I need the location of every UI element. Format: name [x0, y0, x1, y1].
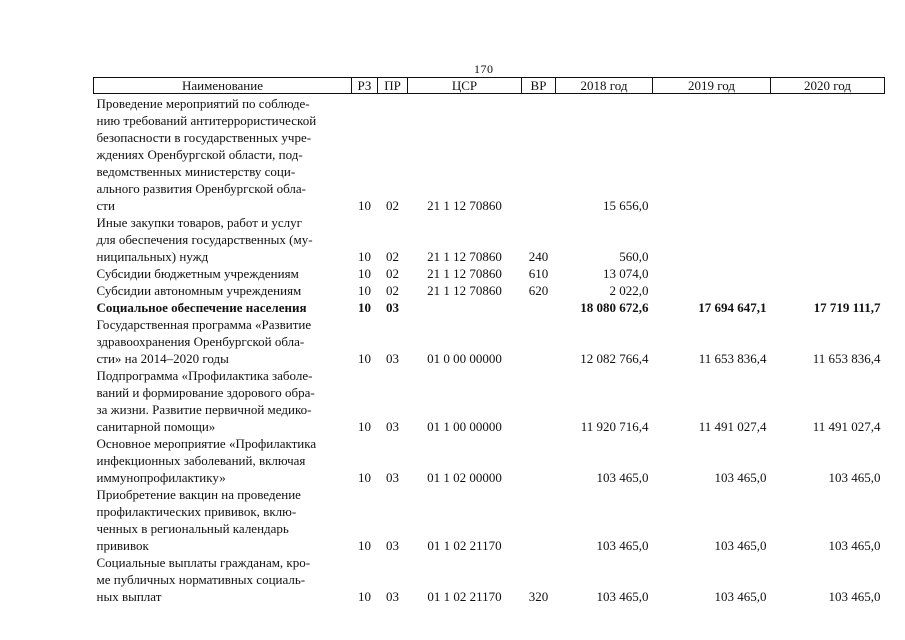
table-row [94, 554, 885, 605]
item-name-line: Субсидии автономным учреждениям [96, 283, 302, 298]
csr-cell: 01 0 00 00000 [427, 351, 502, 366]
value-2018-cell: 12 082 766,4 [580, 351, 649, 366]
item-name-line: ных выплат [96, 589, 162, 604]
value-2018-cell: 103 465,0 [596, 470, 649, 485]
item-name-line: Субсидии бюджетным учреждениям [96, 266, 299, 281]
pr-cell: 02 [386, 198, 399, 213]
csr-cell: 01 1 02 21170 [427, 589, 502, 604]
table-row [94, 94, 885, 215]
item-name-line: Основное мероприятие «Профилактика [96, 436, 317, 451]
rz-cell: 10 [358, 300, 371, 315]
value-2018-cell: 560,0 [619, 249, 649, 264]
value-2019-cell: 11 653 836,4 [698, 351, 767, 366]
table-header-row [94, 78, 885, 94]
header-vr: ВР [522, 78, 556, 94]
value-2019-cell [653, 214, 771, 265]
item-name-line: ченных в региональный календарь [96, 521, 289, 536]
csr-cell: 01 1 02 00000 [427, 470, 502, 485]
item-name-cell [94, 214, 352, 265]
item-name-line: Приобретение вакцин на проведение [96, 487, 301, 502]
item-name-line: Государственная программа «Развитие [96, 317, 312, 332]
item-name-line: ниципальных) нужд [96, 249, 209, 264]
item-name-cell [94, 435, 352, 486]
value-2019-cell: 103 465,0 [714, 470, 767, 485]
vr-cell: 320 [528, 589, 549, 604]
rz-cell: 10 [358, 351, 371, 366]
table-row [94, 299, 885, 316]
csr-cell: 21 1 12 70860 [427, 249, 502, 264]
vr-cell [522, 435, 556, 486]
item-name-line: ального развития Оренбургской обла- [96, 181, 306, 196]
item-name-line: ваний и формирование здорового обра- [96, 385, 315, 400]
pr-cell: 02 [386, 266, 399, 281]
value-2020-cell [771, 94, 885, 215]
value-2018-cell: 13 074,0 [603, 266, 649, 281]
item-name-cell [94, 94, 352, 215]
item-name-line: Подпрограмма «Профилактика заболе- [96, 368, 313, 383]
item-name-line: прививок [96, 538, 149, 553]
rz-cell: 10 [358, 283, 371, 298]
item-name-cell [94, 316, 352, 367]
item-name-line: за жизни. Развитие первичной медико- [96, 402, 312, 417]
item-name-cell [94, 282, 352, 299]
value-2019-cell [653, 282, 771, 299]
vr-cell [522, 316, 556, 367]
item-name-line: для обеспечения государственных (му- [96, 232, 313, 247]
vr-cell [522, 486, 556, 554]
budget-table [93, 77, 885, 605]
table-row [94, 214, 885, 265]
value-2020-cell [771, 265, 885, 282]
csr-cell: 21 1 12 70860 [427, 283, 502, 298]
csr-cell [408, 299, 522, 316]
item-name-line: безопасности в государственных учре- [96, 130, 312, 145]
value-2018-cell: 11 920 716,4 [580, 419, 649, 434]
rz-cell: 10 [358, 538, 371, 553]
rz-cell: 10 [358, 419, 371, 434]
table-row [94, 435, 885, 486]
vr-cell [522, 94, 556, 215]
vr-cell [522, 299, 556, 316]
item-name-line: санитарной помощи» [96, 419, 216, 434]
header-pr: ПР [378, 78, 408, 94]
csr-cell: 21 1 12 70860 [427, 198, 502, 213]
value-2018-cell: 15 656,0 [603, 198, 649, 213]
item-name-line: иммунопрофилактику» [96, 470, 226, 485]
table-row [94, 486, 885, 554]
value-2019-cell: 17 694 647,1 [698, 300, 767, 315]
value-2020-cell: 103 465,0 [828, 470, 881, 485]
item-name-line: Социальные выплаты гражданам, кро- [96, 555, 311, 570]
pr-cell: 03 [386, 470, 399, 485]
csr-cell: 21 1 12 70860 [427, 266, 502, 281]
value-2018-cell: 2 022,0 [609, 283, 649, 298]
header-2020: 2020 год [771, 78, 885, 94]
header-2018: 2018 год [556, 78, 653, 94]
table-row [94, 367, 885, 435]
rz-cell: 10 [358, 198, 371, 213]
table-body [94, 94, 885, 606]
pr-cell: 02 [386, 283, 399, 298]
page-number: 170 [474, 62, 494, 76]
value-2019-cell [653, 94, 771, 215]
value-2020-cell: 17 719 111,7 [813, 300, 881, 315]
item-name-cell [94, 367, 352, 435]
pr-cell: 03 [386, 351, 399, 366]
pr-cell: 03 [386, 300, 399, 315]
item-name-cell [94, 486, 352, 554]
vr-cell [522, 367, 556, 435]
item-name-cell [94, 554, 352, 605]
table-row [94, 282, 885, 299]
csr-cell: 01 1 00 00000 [427, 419, 502, 434]
item-name-line: Социальное обеспечение населения [96, 300, 307, 315]
header-rz: РЗ [352, 78, 378, 94]
value-2020-cell: 103 465,0 [828, 538, 881, 553]
value-2018-cell: 18 080 672,6 [580, 300, 649, 315]
value-2018-cell: 103 465,0 [596, 538, 649, 553]
value-2020-cell: 103 465,0 [828, 589, 881, 604]
value-2018-cell: 103 465,0 [596, 589, 649, 604]
value-2019-cell [653, 265, 771, 282]
item-name-line: нию требований антитеррористической [96, 113, 317, 128]
rz-cell: 10 [358, 249, 371, 264]
value-2019-cell: 11 491 027,4 [698, 419, 767, 434]
value-2020-cell: 11 653 836,4 [812, 351, 881, 366]
item-name-line: ме публичных нормативных социаль- [96, 572, 306, 587]
value-2020-cell [771, 282, 885, 299]
header-2019: 2019 год [653, 78, 771, 94]
rz-cell: 10 [358, 470, 371, 485]
header-name: Наименование [94, 78, 352, 94]
item-name-line: профилактических прививок, вклю- [96, 504, 297, 519]
csr-cell: 01 1 02 21170 [427, 538, 502, 553]
value-2019-cell: 103 465,0 [714, 589, 767, 604]
pr-cell: 03 [386, 419, 399, 434]
item-name-line: сти» на 2014–2020 годы [96, 351, 229, 366]
table-row [94, 265, 885, 282]
pr-cell: 03 [386, 538, 399, 553]
value-2019-cell: 103 465,0 [714, 538, 767, 553]
item-name-line: здравоохранения Оренбургской обла- [96, 334, 305, 349]
vr-cell: 610 [528, 266, 549, 281]
vr-cell: 620 [528, 283, 549, 298]
vr-cell: 240 [528, 249, 549, 264]
pr-cell: 03 [386, 589, 399, 604]
table-row [94, 316, 885, 367]
value-2020-cell [771, 214, 885, 265]
header-csr: ЦСР [408, 78, 522, 94]
item-name-cell [94, 265, 352, 282]
item-name-cell [94, 299, 352, 316]
rz-cell: 10 [358, 266, 371, 281]
item-name-line: ведомственных министерству соци- [96, 164, 296, 179]
rz-cell: 10 [358, 589, 371, 604]
value-2020-cell: 11 491 027,4 [812, 419, 881, 434]
pr-cell: 02 [386, 249, 399, 264]
item-name-line: ждениях Оренбургской области, под- [96, 147, 303, 162]
item-name-line: сти [96, 198, 115, 213]
item-name-line: Иные закупки товаров, работ и услуг [96, 215, 302, 230]
item-name-line: инфекционных заболеваний, включая [96, 453, 306, 468]
item-name-line: Проведение мероприятий по соблюде- [96, 96, 310, 111]
